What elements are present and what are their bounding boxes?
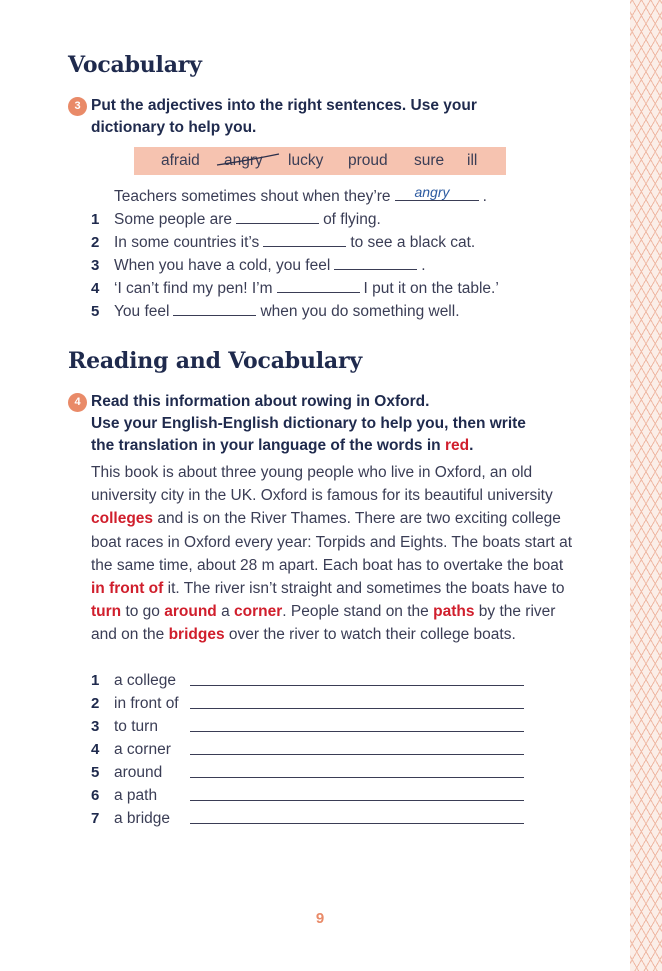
- word-option: sure: [414, 152, 445, 169]
- exercise-instructions: [91, 95, 477, 139]
- exercise-instructions: [91, 391, 526, 457]
- sentence: You feel when you do something well.: [114, 303, 460, 320]
- answer-blank[interactable]: [334, 257, 417, 270]
- item-number: 4: [91, 741, 100, 758]
- translation-word: a corner: [114, 741, 171, 758]
- item-number: 3: [91, 718, 100, 735]
- exercise-number-badge: 4: [68, 393, 87, 412]
- translation-word: in front of: [114, 695, 179, 712]
- translation-line[interactable]: [190, 800, 524, 801]
- decorative-edge-pattern: [630, 0, 662, 971]
- translation-line[interactable]: [190, 708, 524, 709]
- answer-blank[interactable]: [173, 303, 256, 316]
- page-number: 9: [315, 910, 325, 927]
- translation-line[interactable]: [190, 731, 524, 732]
- item-number: 1: [91, 211, 100, 228]
- highlighted-word: around: [164, 603, 217, 621]
- item-number: 2: [91, 234, 100, 251]
- highlighted-word: colleges: [91, 510, 154, 528]
- item-number: 4: [91, 280, 100, 297]
- example-answer: angry: [414, 184, 450, 200]
- example-sentence: Teachers sometimes shout when they’re .: [114, 188, 487, 205]
- sentence: ‘I can’t find my pen! I’m I put it on the table.’: [114, 280, 499, 297]
- instruction-line: the translation in your language of the words in red.: [91, 437, 474, 454]
- strikethrough-mark: [215, 150, 281, 170]
- instruction-line: dictionary to help you.: [91, 119, 257, 136]
- highlighted-word: turn: [91, 603, 122, 621]
- item-number: 7: [91, 810, 100, 827]
- translation-word: a path: [114, 787, 158, 804]
- sentence: Some people are of flying.: [114, 211, 381, 228]
- translation-word: a college: [114, 672, 177, 689]
- word-box: [134, 147, 506, 175]
- highlighted-word: in front of: [91, 580, 164, 598]
- section-title-vocabulary: Vocabulary: [68, 52, 202, 78]
- sentence: In some countries it’s to see a black cat.: [114, 234, 476, 251]
- translation-line[interactable]: [190, 777, 524, 778]
- reading-passage: This book is about three young people who live in Oxford, an old university city in the UK. Oxford is famous for its beautiful university colleges and is on the River Thames. There are two exciting college boat races in Oxford every year: Torpids and Eights. The boats start at the same time, about 28 m apart. Each boat has to overtake the boat in front of it. The river isn’t straight and sometimes the boats have to turn to go around a corner. People stand on the paths by the river and on the bridges over the river to watch their college boats.: [91, 464, 573, 644]
- translation-word: a bridge: [114, 810, 171, 827]
- instruction-line: Use your English-English dictionary to help you, then write: [91, 415, 526, 432]
- translation-line[interactable]: [190, 754, 524, 755]
- item-number: 6: [91, 787, 100, 804]
- item-number: 5: [91, 764, 100, 781]
- word-option: afraid: [161, 152, 200, 169]
- item-number: 1: [91, 672, 100, 689]
- section-title-reading: Reading and Vocabulary: [68, 348, 362, 374]
- translation-word: around: [114, 764, 163, 781]
- item-number: 5: [91, 303, 100, 320]
- word-option-crossed: angry: [224, 152, 263, 169]
- answer-blank[interactable]: [277, 280, 360, 293]
- answer-blank[interactable]: [263, 234, 346, 247]
- translation-line[interactable]: [190, 685, 524, 686]
- instruction-line: Read this information about rowing in Oxford.: [91, 393, 430, 410]
- item-number: 2: [91, 695, 100, 712]
- sentence: When you have a cold, you feel .: [114, 257, 426, 274]
- highlighted-word: paths: [433, 603, 475, 621]
- translation-line[interactable]: [190, 823, 524, 824]
- word-option: proud: [348, 152, 388, 169]
- highlighted-word: corner: [234, 603, 283, 621]
- instruction-line: Put the adjectives into the right sentences. Use your: [91, 97, 477, 114]
- exercise-number-badge: 3: [68, 97, 87, 116]
- word-option: lucky: [288, 152, 324, 169]
- answer-blank[interactable]: [236, 211, 319, 224]
- word-option: ill: [467, 152, 478, 169]
- translation-word: to turn: [114, 718, 158, 735]
- item-number: 3: [91, 257, 100, 274]
- highlighted-word: bridges: [168, 626, 225, 644]
